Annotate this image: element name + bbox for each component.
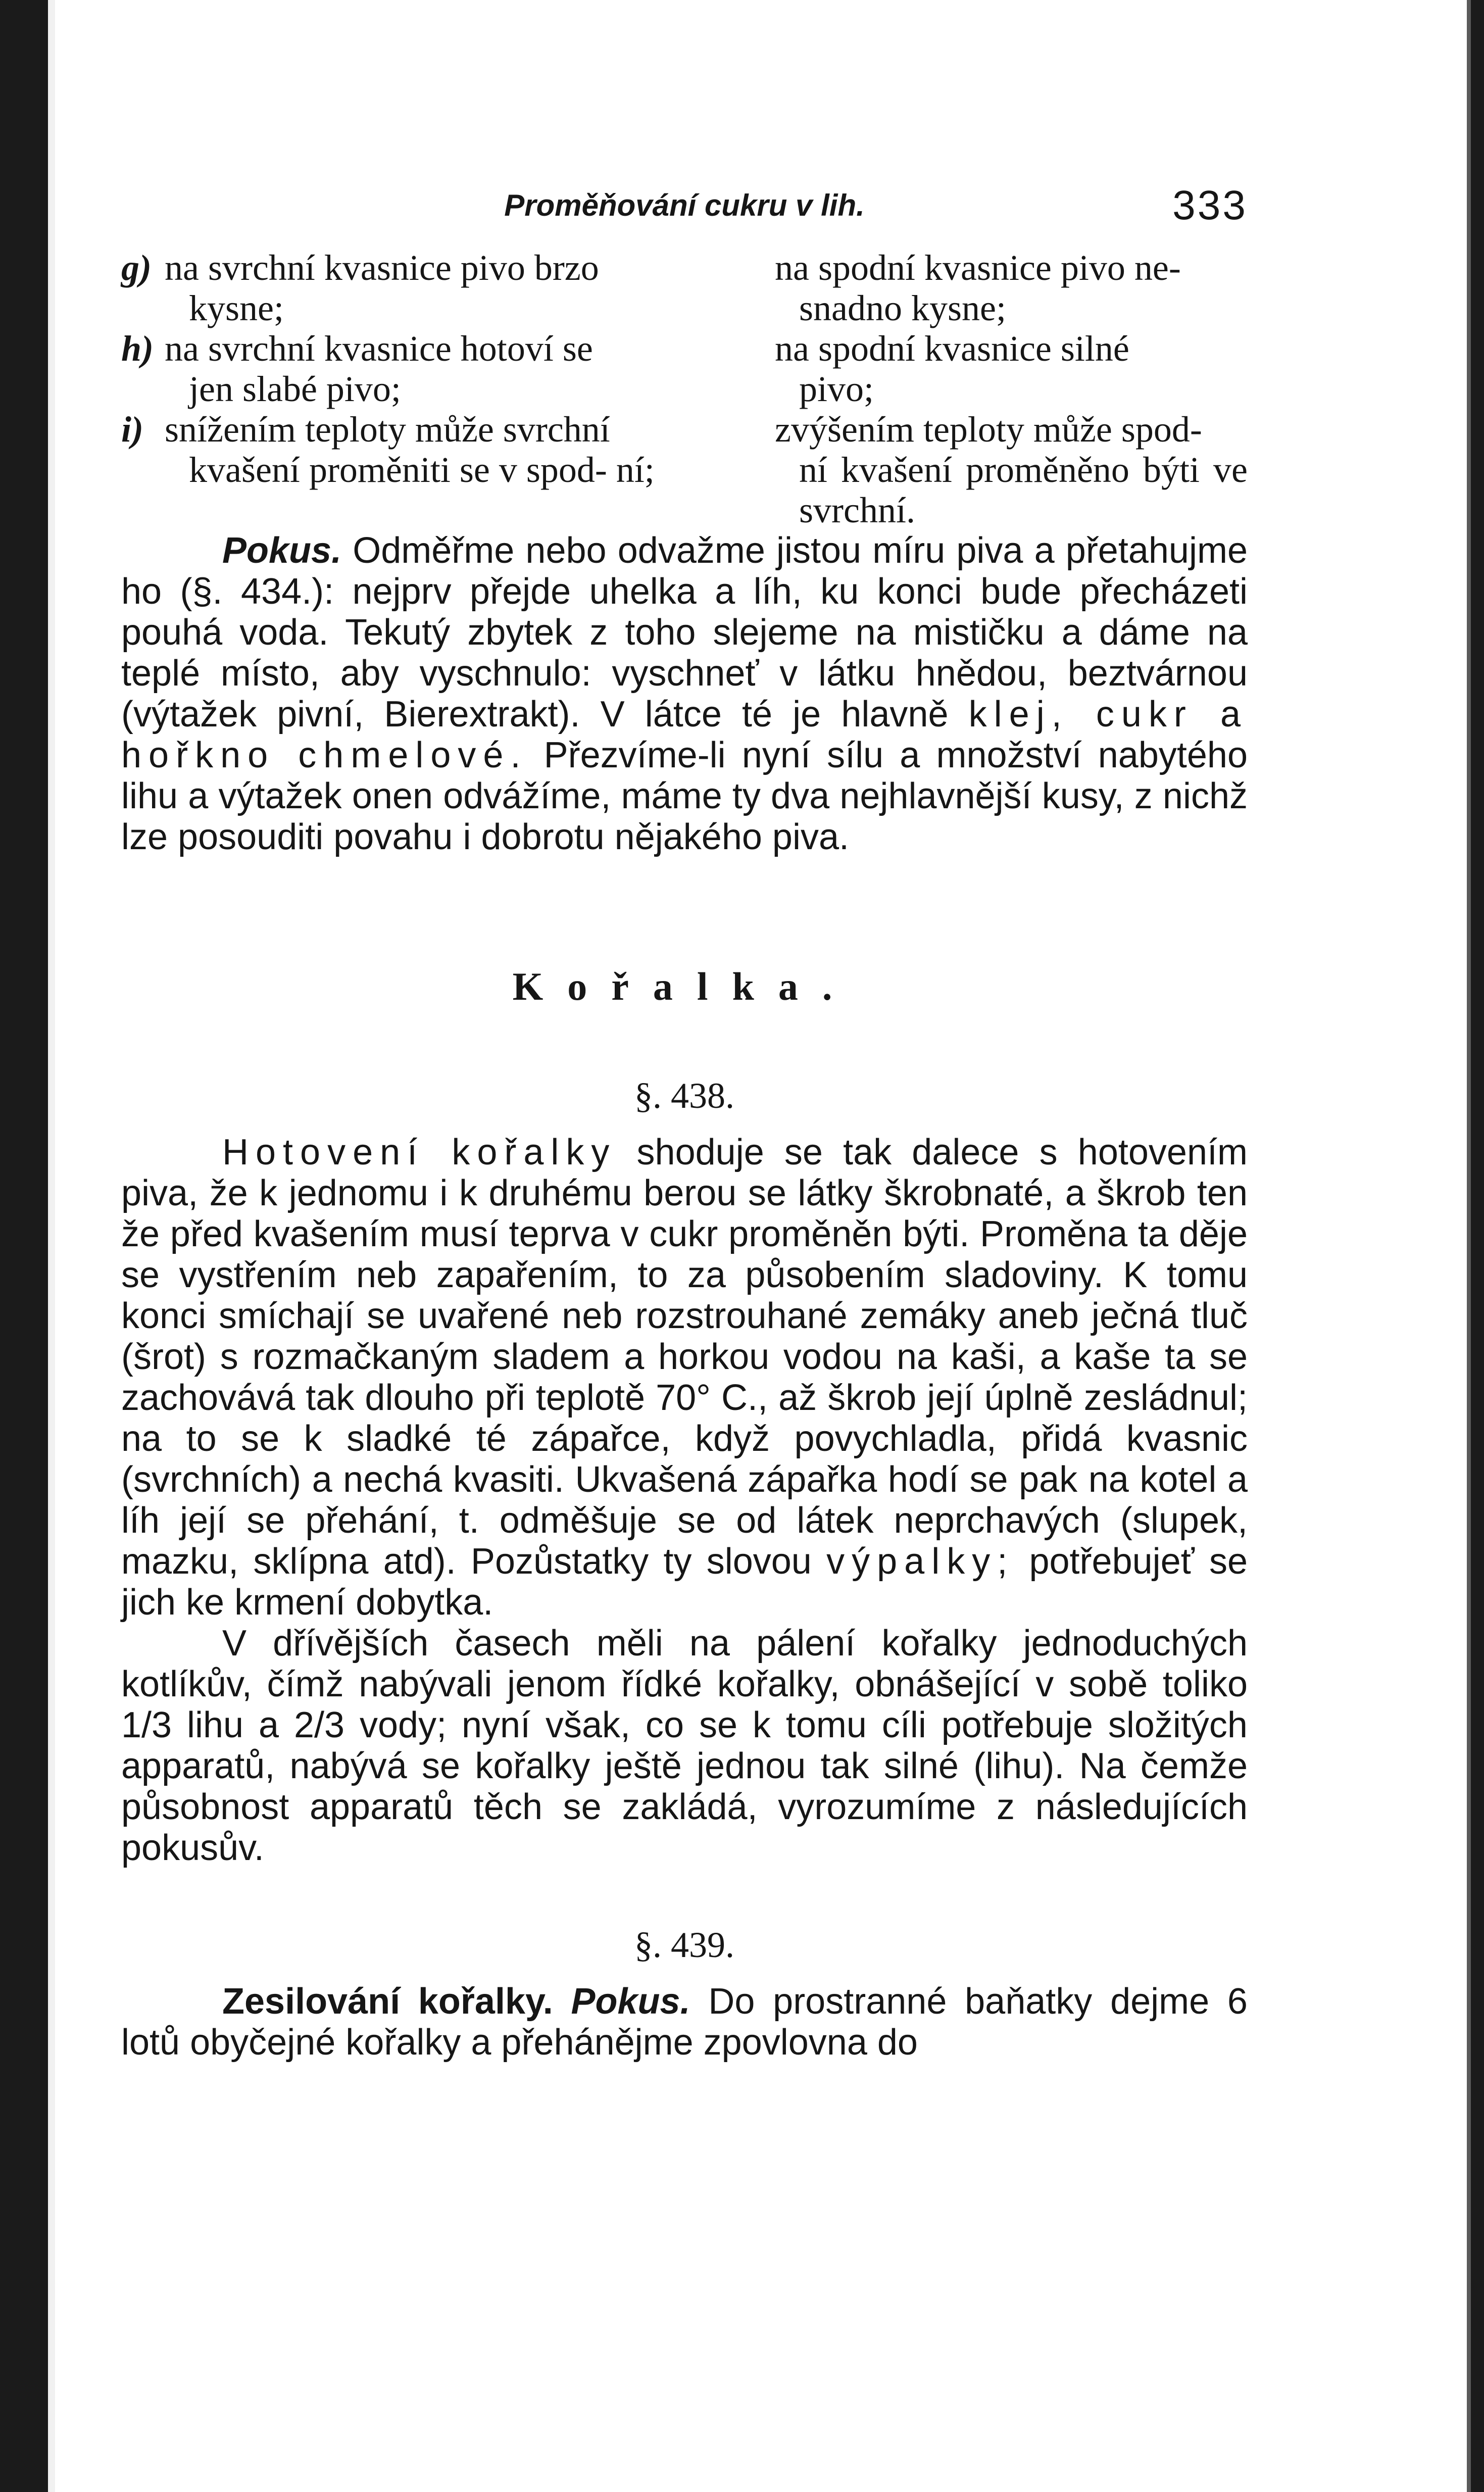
right-text: zvýšením teploty může spod- [775, 409, 1202, 450]
left-text-cont: kysne; [189, 288, 284, 328]
left-text-cont: kvašení proměniti se v spod- ní; [189, 450, 655, 490]
comparison-item [121, 328, 1248, 409]
right-text: na spodní kvasnice pivo ne- [775, 248, 1181, 288]
right-text-cont: snadno kysne; [799, 288, 1006, 328]
hotoveni-text: shoduje se tak dalece s hotovením piva, že k jednomu i k druhému berou se látky škrobnaté, a škrob ten že před kvašením musí teprva v cukr proměněn býti. Proměna ta děje se vystřením neb zapařením, to za působením sladoviny. K tomu konci smíchají se uvařené neb rozstrouhané zemáky aneb ječná tluč (šrot) s rozmačkaným sladem a horkou vodou na kaši, a kaše ta se zachovává tak dlouho při teplotě 70° C., až škrob její úplně zesládnul; na to se k sladké té zápařce, když povychladla, přidá kvasnic (svrchních) a nechá kvasiti. Ukvašená zápařka hodí se pak na kotel a líh její se přehání, t. odměšuje se od látek neprchavých (slupek, mazku, sklípna atd). Pozůstatky ty slovou [121, 1132, 1248, 1582]
zesilovani-title: Zesilování kořalky. [222, 1981, 553, 2022]
pokus-text: Odměřme nebo odvažme jistou míru piva a přetahujme ho (§. 434.): nejprv přejde uhelka a líh, ku konci bude přecházeti pouhá voda. Tekutý zbytek z toho slejeme na mističku a dáme na teplé místo, aby vyschnulo: vyschneť v látku hnědou, beztvárnou (výtažek pivní, Bierextrakt). V látce té je hlavně [121, 530, 1248, 735]
left-text: na svrchní kvasnice pivo brzo [165, 248, 599, 288]
hotoveni-paragraph [121, 1132, 1248, 1623]
left-text: na svrchní kvasnice hotoví se [165, 328, 593, 369]
item-letter: h) [121, 328, 154, 369]
hotoveni-spaced: Hotovení kořalky [222, 1132, 617, 1172]
paragraph-number: §. 439. [634, 1925, 734, 1965]
pokus-paragraph [121, 530, 1248, 858]
pokus-label: Pokus. [222, 530, 342, 571]
zesilovani-text: Do prostranné baňatky dejme 6 lotů obyčejné kořalky a přehánějme zpovlovna do [121, 1981, 1248, 2063]
scan-edge-left [0, 0, 48, 2492]
hotoveni-text-end: potřebujeť se jich ke krmení dobytka. [121, 1541, 1248, 1623]
scan-edge-right-inner [1467, 0, 1471, 2492]
right-text-cont: pivo; [799, 369, 874, 409]
scan-edge-left-inner [48, 0, 55, 2492]
fraction-one-third: 1/3 [121, 1705, 172, 1745]
left-text: snížením teploty může svrchní [165, 409, 610, 450]
page-header [121, 182, 1248, 237]
drivejsi-text-c: vody; nyní však, co se k tomu cíli potřebuje složitých apparatů, nabývá se kořalky ještě jednou tak silné (lihu). Na čemže působnost apparatů těch se zakládá, vyrozumíme z následujících pokusův. [121, 1705, 1248, 1868]
fraction-two-thirds: 2/3 [293, 1705, 345, 1745]
scan-edge-right [1471, 0, 1484, 2492]
page-number: 333 [1172, 182, 1248, 228]
left-text-cont: jen slabé pivo; [189, 369, 401, 409]
pokus-label: Pokus. [571, 1981, 690, 2022]
pokus-text-end: Přezvíme-li nyní sílu a množství nabytého lihu a výtažek onen odvážíme, máme ty dva nejhlavnější kusy, z nichž lze posouditi povahu i dobrotu nějakého piva. [121, 735, 1248, 857]
comparison-list [121, 248, 1248, 530]
zesilovani-paragraph [121, 1981, 1248, 2063]
comparison-item [121, 248, 1248, 328]
book-page [121, 182, 1248, 2063]
drivejsi-paragraph [121, 1623, 1248, 1869]
running-head: Proměňování cukru v lih. [504, 188, 865, 222]
pokus-spaced-text: klej, cukr a hořkno chmelové. [121, 694, 1248, 775]
vypalky-spaced: výpalky; [826, 1541, 1015, 1582]
right-text-cont: ní kvašení proměněno býti ve svrchní. [799, 450, 1248, 530]
item-letter: i) [121, 409, 143, 450]
item-letter: g) [121, 248, 152, 288]
right-text: na spodní kvasnice silné [775, 328, 1129, 369]
section-title: Kořalka. [512, 964, 857, 1008]
drivejsi-text-b: lihu a [187, 1705, 279, 1745]
comparison-item [121, 409, 1248, 530]
drivejsi-text: V dřívějších časech měli na pálení kořalky jednoduchých kotlíkův, čímž nabývali jenom řídké kořalky, obnášející v sobě toliko [121, 1623, 1248, 1704]
paragraph-number: §. 438. [634, 1076, 734, 1116]
